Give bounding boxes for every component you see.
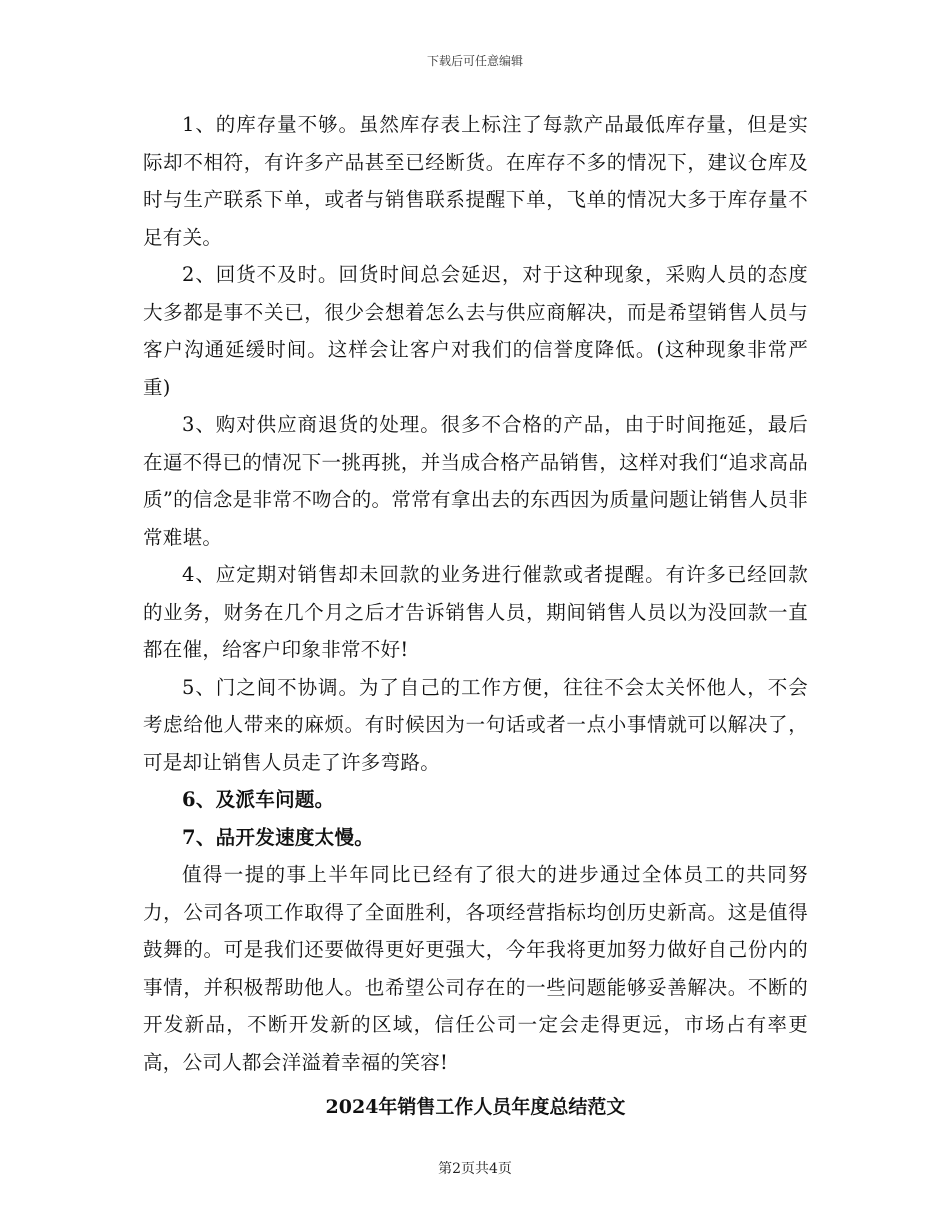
paragraph-returns: 3、购对供应商退货的处理。很多不合格的产品，由于时间拖延，最后在逼不得已的情况下一挑再挑，并当成合格产品销售，这样对我们“追求高品质”的信念是非常不吻合的。常常有拿出去的东西因为质量问题让销售人员非常难堪。 [143, 413, 808, 549]
paragraph-inventory: 1、的库存量不够。虽然库存表上标注了每款产品最低库存量，但是实际却不相符，有许多产品甚至已经断货。在库存不多的情况下，建议仓库及时与生产联系下单，或者与销售联系提醒下单，飞单的情况大多于库存量不足有关。 [143, 113, 808, 249]
paragraph-dispatch: 6、及派车问题。 [182, 788, 335, 811]
paragraph-delivery: 2、回货不及时。回货时间总会延迟，对于这种现象，采购人员的态度大多都是事不关已，很少会想着怎么去与供应商解决，而是希望销售人员与客户沟通延缓时间。这样会让客户对我们的信誉度降低。(这种现象非常严重) [143, 263, 808, 399]
paragraph-collections: 4、应定期对销售却未回款的业务进行催款或者提醒。有许多已经回款的业务，财务在几个月之后才告诉销售人员，期间销售人员以为没回款一直都在催，给客户印象非常不好! [143, 563, 808, 661]
paragraph-coordination: 5、门之间不协调。为了自己的工作方便，往往不会太关怀他人，不会考虑给他人带来的麻烦。有时候因为一句话或者一点小事情就可以解决了，可是却让销售人员走了许多弯路。 [143, 675, 808, 774]
paragraph-development: 7、品开发速度太慢。 [182, 825, 375, 849]
page-header: 下载后可任意编辑 [426, 54, 523, 68]
document-body [143, 106, 808, 1126]
page-footer: 第2页共4页 [438, 1161, 512, 1177]
paragraph-summary: 值得一提的事上半年同比已经有了很大的进步通过全体员工的共同努力，公司各项工作取得了全面胜利，各项经营指标均创历史新高。这是值得鼓舞的。可是我们还要做得更好更强大，今年我将更加努力做好自己份内的事情，并积极帮助他人。也希望公司存在的一些问题能够妥善解决。不断的开发新品，不断开发新的区域，信任公司一定会走得更远，市场占有率更高，公司人都会洋溢着幸福的笑容! [143, 863, 808, 1074]
section-title: 2024年销售工作人员年度总结范文 [325, 1096, 626, 1118]
